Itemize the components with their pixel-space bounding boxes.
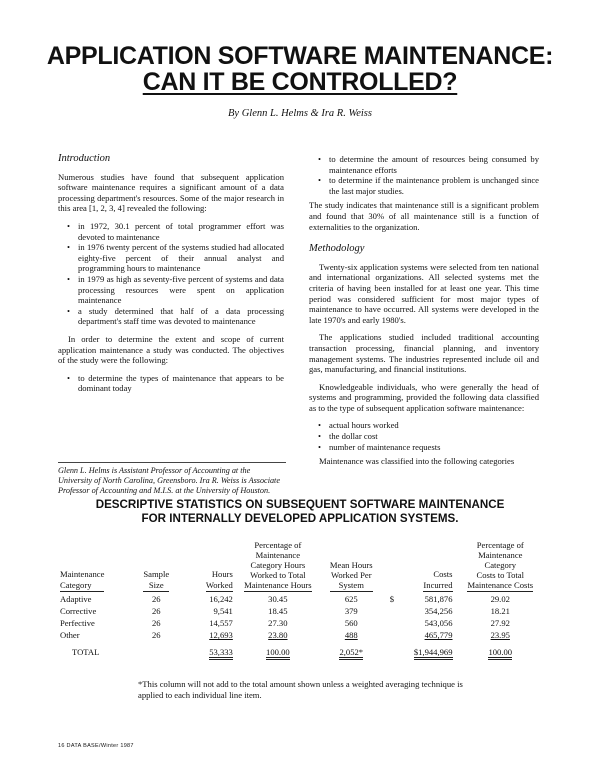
col-header-pct-costs: Percentage of Maintenance Category Costs to Total Maintenance Costs [467, 540, 534, 590]
methodology-heading: Methodology [309, 243, 365, 255]
table-footnote: *This column will not add to the total amount shown unless a weighted averaging technique is applied to each individual line item. [138, 679, 463, 700]
author-note: Glenn L. Helms is Assistant Professor of Accounting at the University of North Carolina, Greensboro. Ira R. Weiss is Associate Professor of Accounting and M.I.S. at the University of Houston. [58, 462, 286, 496]
list-item: • to determine the types of maintenance that appears to be dominant today [78, 373, 284, 394]
col-header-hours: Hours Worked [205, 569, 233, 590]
methodology-paragraph-4: Maintenance was classified into the following categories [319, 456, 515, 467]
table-header-row [58, 540, 546, 593]
research-findings-list [58, 221, 284, 327]
objectives-list-part-2 [309, 154, 539, 196]
table-title [0, 498, 600, 526]
col-header-sample: Sample Size [143, 569, 170, 590]
list-item: • to determine the amount of resources being consumed by maintenance efforts [329, 154, 539, 175]
methodology-paragraph-1: Twenty-six application systems were selected from ten national and international organizations. All selected systems met the criteria of having been installed for at least one year. This time period was considered sufficient for most major types of maintenance to have occurred. All systems were developed in the late 1970's and early 1980's. [309, 261, 539, 325]
list-item: • to determine if the maintenance problem is unchanged since the last major studies. [329, 175, 539, 196]
col-header-mean-hours: Mean Hours Worked Per System [329, 560, 373, 590]
table-row: Corrective 26 9,541 18.45 379 354,256 18.21 [60, 606, 510, 616]
table-row: Perfective 26 14,557 27.30 560 543,056 27.92 [60, 618, 510, 628]
col-header-pct-hours: Percentage of Maintenance Category Hours Worked to Total Maintenance Hours [244, 540, 312, 590]
list-item: • in 1979 as high as seventy-five percent of systems and data processing resources were spent on application maintenance [78, 274, 284, 306]
introduction-heading: Introduction [58, 153, 111, 164]
intro-paragraph-2: In order to determine the extent and scope of current application maintenance a study was conducted. The objectives of the study were the following: [58, 333, 284, 366]
methodology-paragraph-2: The applications studied included traditional accounting transaction processing, financial planning, and inventory management systems. The industries represented include oil and gas, manufacturing, and financial institutions. [309, 332, 539, 375]
left-column [58, 154, 284, 401]
data-items-list [309, 420, 539, 452]
intro-paragraph-3: The study indicates that maintenance still is a significant problem and found that 30% of all maintenance still is a function of externalities to the organization. [309, 200, 539, 232]
list-item: • actual hours worked [329, 420, 539, 431]
table-title-line-1: DESCRIPTIVE STATISTICS ON SUBSEQUENT SOFTWARE MAINTENANCE [95, 498, 505, 511]
table-row: Other 26 12,693 23.80 488 465,779 23.95 [60, 630, 510, 640]
table-title-line-2: FOR INTERNALLY DEVELOPED APPLICATION SYSTEMS. [141, 512, 459, 525]
list-item: • the dollar cost [329, 431, 539, 442]
objectives-list-part-1 [58, 373, 284, 394]
intro-paragraph-1: Numerous studies have found that subsequent application software maintenance requires a significant amount of a data processing department's resources. Some of the major research in this area [1, 2, 3, 4] revealed the following: [58, 171, 284, 214]
col-header-category: Maintenance Category [60, 569, 105, 590]
title-line-1: APPLICATION SOFTWARE MAINTENANCE: [46, 42, 554, 70]
authors: By Glenn L. Helms & Ira R. Weiss [228, 108, 372, 119]
list-item: • in 1976 twenty percent of the systems studied had allocated eighty-five percent of their annual analyst and programming hours to maintenance [78, 242, 284, 274]
right-column [309, 154, 539, 474]
table-total-row: TOTAL 53,333 100.00 2,052* $1,944,969 100.00 [58, 641, 546, 658]
col-header-costs: Costs Incurred [423, 569, 453, 590]
title-line-2: CAN IT BE CONTROLLED? [142, 68, 458, 96]
methodology-paragraph-3: Knowledgeable individuals, who were generally the head of systems and programming, provided the following data classified as to the type of subsequent application software maintenance: [309, 381, 539, 413]
list-item: • number of maintenance requests [329, 442, 539, 453]
table-row: Adaptive 26 16,242 30.45 625 $ 581,876 29.02 [60, 594, 510, 604]
page-footer: 16 DATA BASE/Winter 1987 [58, 743, 134, 749]
list-item: • a study determined that half of a data processing department's staff time was devoted to maintenance [78, 306, 284, 327]
list-item: • in 1972, 30.1 percent of total programmer effort was devoted to maintenance [78, 221, 284, 242]
statistics-table [58, 540, 546, 658]
